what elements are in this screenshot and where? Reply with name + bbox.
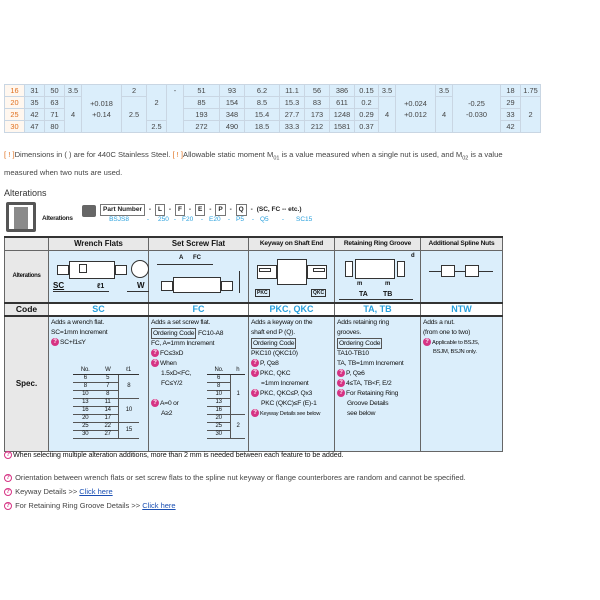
alterations-header xyxy=(6,202,426,232)
spec-fc: Adds a set screw flat. Ordering Code FC10-A8 FC, A=1mm Increment ? FC≤3xD ? When 1.5xD<FC, FC≤Y/2 ? A=0 or A≥2 No. h 6 1 8 10 13 16 20 2 25 30 xyxy=(149,316,249,452)
cell: 8.5 xyxy=(245,97,280,109)
cell: 154 xyxy=(220,97,245,109)
footnote-orientation: ? Orientation between wrench flats or set screw flats to the spline nut keyway or flange counterbores are random and cannot be specified. xyxy=(4,472,466,484)
tip-icon: ? xyxy=(4,502,12,510)
col-header-retaining-ring: Retaining Ring Groove xyxy=(335,237,421,251)
cell: 611 xyxy=(330,97,355,109)
cell: 83 xyxy=(305,97,330,109)
keyway-drawing: PKC QKC xyxy=(249,251,335,303)
cell: 93 xyxy=(220,85,245,97)
tip-icon: ? xyxy=(4,451,12,459)
warning-icon: [ ! ] xyxy=(4,150,15,159)
cell: 4 xyxy=(436,97,453,133)
sc-size-table: No. W ℓ1 6 5 8 8 7 10 8 13 11 10 16 14 20 17 25 22 15 30 27 xyxy=(73,367,139,439)
cell: 2 xyxy=(122,85,147,97)
alterations-grid xyxy=(4,236,503,452)
part-number-example: BSJS8 - 250 - F20 - E20 - P5 - Q5 - SC15 xyxy=(109,216,313,223)
cell: 2 xyxy=(521,97,541,133)
section-title: Alterations xyxy=(4,188,47,198)
tip-icon: ? xyxy=(251,389,259,397)
cell: 33 xyxy=(501,109,521,121)
tolerance-cell: -0.25 -0.030 xyxy=(453,85,501,133)
cell: 3.5 xyxy=(379,85,396,97)
col-header-set-screw-flat: Set Screw Flat xyxy=(149,237,249,251)
col-header-wrench-flats: Wrench Flats xyxy=(49,237,149,251)
tip-icon: ? xyxy=(337,389,345,397)
cell: 2.5 xyxy=(122,97,147,133)
size-cell: 16 xyxy=(5,85,25,97)
cell: 50 xyxy=(45,85,65,97)
cell: 11.1 xyxy=(280,85,305,97)
cell: 4 xyxy=(65,97,82,133)
tip-icon: ? xyxy=(251,409,259,417)
code-ta: TA, TB xyxy=(335,303,421,316)
cell: 42 xyxy=(25,109,45,121)
cell: 31 xyxy=(25,85,45,97)
cell: - xyxy=(167,85,184,133)
cell: 386 xyxy=(330,85,355,97)
cell: 29 xyxy=(501,97,521,109)
size-cell: 30 xyxy=(5,121,25,133)
spec-pkc: Adds a keyway on the shaft end P (Q). Ordering Code PKC10 (QKC10) ? P, Q≥8 ? PKC, QKC =1mm Increment ? PKC, QKC≤P, Qx3 PKC (QKC)≤F (E)-1 ? Keyway Details see below xyxy=(249,316,335,452)
cell: 33.3 xyxy=(280,121,305,133)
cell: 18.5 xyxy=(245,121,280,133)
tip-icon: ? xyxy=(251,359,259,367)
cell: 0.29 xyxy=(355,109,379,121)
cell: 35 xyxy=(25,97,45,109)
cell: 3.5 xyxy=(65,85,82,97)
wrench-flats-drawing: SC ℓ1 W xyxy=(49,251,149,303)
cell: 0.15 xyxy=(355,85,379,97)
footnote-multiple-alterations: ? When selecting multiple alteration additions, more than 2 mm is needed between each feature to be added. xyxy=(4,449,343,461)
corner-cell xyxy=(5,237,49,251)
tolerance-cell: +0.024 +0.012 xyxy=(396,85,436,133)
dimension-table xyxy=(4,84,541,133)
cell: 0.37 xyxy=(355,121,379,133)
code-fc: FC xyxy=(149,303,249,316)
cell: 1248 xyxy=(330,109,355,121)
spec-ta: Adds retaining ring grooves. Ordering Code TA10-TB10 TA, TB=1mm Increment ? P, Q≥6 ? 4≤TA, TB<F, E/2 ? For Retaining Ring Groove Details see below xyxy=(335,316,421,452)
col-header-spline-nuts: Additional Spline Nuts xyxy=(421,237,503,251)
cell: 15.4 xyxy=(245,109,280,121)
size-cell: 25 xyxy=(5,109,25,121)
cell: 80 xyxy=(45,121,65,133)
cell: 348 xyxy=(220,109,245,121)
cell: 51 xyxy=(184,85,220,97)
warning-icon: [ ! ] xyxy=(172,150,183,159)
footnote-keyway: ? Keyway Details >> Click here xyxy=(4,486,113,498)
cell: 56 xyxy=(305,85,330,97)
tolerance-cell: +0.018 +0.14 xyxy=(82,85,122,133)
row-label-code: Code xyxy=(5,303,49,316)
cell: 490 xyxy=(220,121,245,133)
cell: 2.5 xyxy=(147,121,167,133)
code-sc: SC xyxy=(49,303,149,316)
cell: 71 xyxy=(45,109,65,121)
tip-icon: ? xyxy=(423,338,431,346)
set-screw-flat-drawing: A FC xyxy=(149,251,249,303)
cell: 42 xyxy=(501,121,521,133)
tip-icon: ? xyxy=(151,399,159,407)
spec-ntw: Adds a nut. (from one to two) ? Applicable to BSJS, BSJM, BSJN only. xyxy=(421,316,503,452)
cell: 18 xyxy=(501,85,521,97)
retaining-ring-drawing: m m TA TB d xyxy=(335,251,421,303)
spline-nuts-drawing xyxy=(421,251,503,303)
tip-icon: ? xyxy=(4,474,12,482)
row-label-alterations: Alterations xyxy=(5,251,49,303)
cell: 63 xyxy=(45,97,65,109)
part-number-format: Part Number - L - F - E - P - Q - (SC, FC -- etc.) xyxy=(100,204,302,216)
table-row xyxy=(5,85,541,97)
cell: 212 xyxy=(305,121,330,133)
cell: 6.2 xyxy=(245,85,280,97)
ordering-code-label: Ordering Code xyxy=(153,329,195,337)
cell: 272 xyxy=(184,121,220,133)
tip-icon: ? xyxy=(151,359,159,367)
cell: 193 xyxy=(184,109,220,121)
keyway-details-link[interactable]: Click here xyxy=(79,487,113,496)
tip-icon: ? xyxy=(337,379,345,387)
tip-icon: ? xyxy=(151,349,159,357)
cell: 0.2 xyxy=(355,97,379,109)
cell: 4 xyxy=(379,97,396,133)
cell: 1581 xyxy=(330,121,355,133)
spec-sc: Adds a wrench flat. SC=1mm Increment ? SC+ℓ1≤Y No. W ℓ1 6 5 8 8 7 10 8 13 11 10 16 14 20 17 25 22 15 30 27 xyxy=(49,316,149,452)
code-pkc: PKC, QKC xyxy=(249,303,335,316)
retaining-ring-details-link[interactable]: Click here xyxy=(142,501,176,510)
cell: 27.7 xyxy=(280,109,305,121)
drill-bit-icon xyxy=(6,202,36,232)
dimension-notes: [ ! ]Dimensions in ( ) are for 440C Stainless Steel. [ ! ]Allowable static moment $M_{01}$ is a value measured when a single nut is used, and $M_{02}$ is a value measured when two nuts are used. xyxy=(4,150,503,177)
tip-icon: ? xyxy=(51,338,59,346)
ordering-code-label: Ordering Code xyxy=(253,339,295,347)
row-label-spec: Spec. xyxy=(5,316,49,452)
cell: 15.3 xyxy=(280,97,305,109)
cell: 1.75 xyxy=(521,85,541,97)
cell: 173 xyxy=(305,109,330,121)
cell: 47 xyxy=(25,121,45,133)
footnote-retaining-ring: ? For Retaining Ring Groove Details >> Click here xyxy=(4,500,176,512)
phone-icon xyxy=(82,205,96,217)
alterations-label: Alterations xyxy=(42,215,73,222)
tip-icon: ? xyxy=(337,369,345,377)
tip-icon: ? xyxy=(4,488,12,496)
col-header-keyway: Keyway on Shaft End xyxy=(249,237,335,251)
cell: 2 xyxy=(147,85,167,121)
code-ntw: NTW xyxy=(421,303,503,316)
cell: 85 xyxy=(184,97,220,109)
cell: 3.5 xyxy=(436,85,453,97)
size-cell: 20 xyxy=(5,97,25,109)
tip-icon: ? xyxy=(251,369,259,377)
fc-size-table: No. h 6 1 8 10 13 16 20 2 25 30 xyxy=(207,367,245,439)
ordering-code-label: Ordering Code xyxy=(339,339,381,347)
